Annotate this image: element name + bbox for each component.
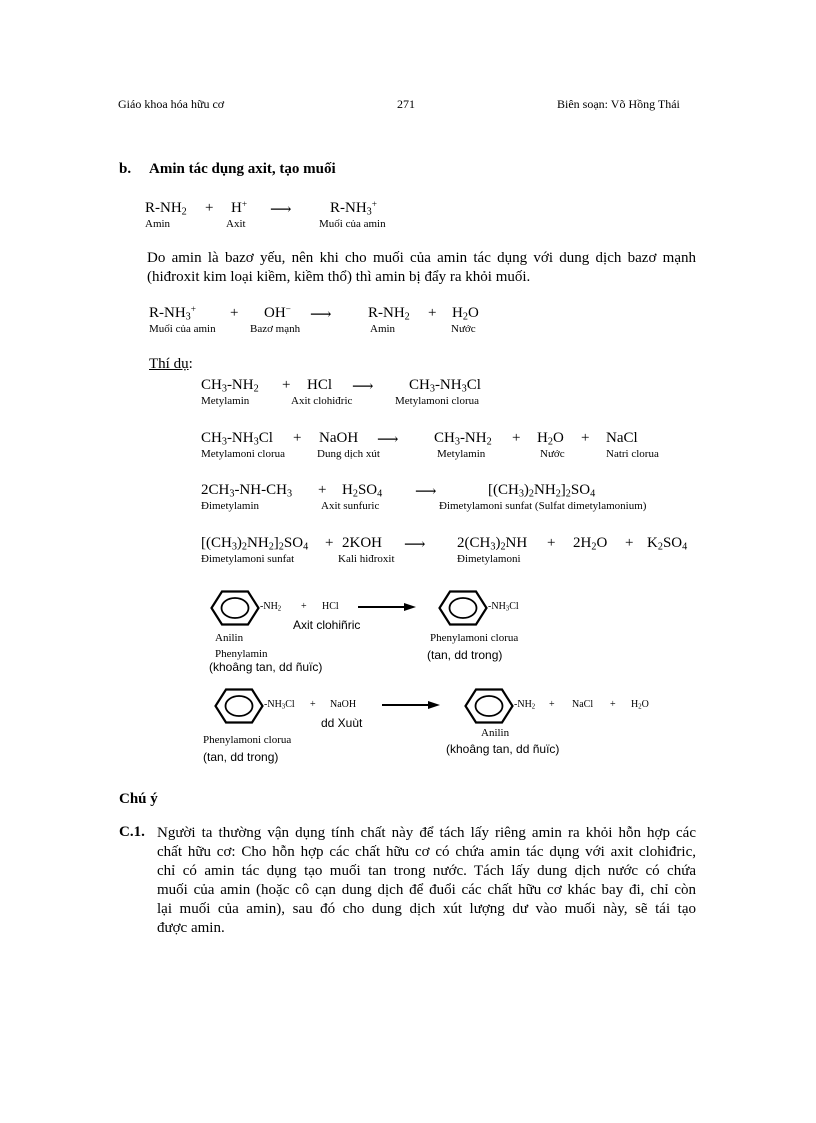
eq1-reactant-acid: H+ [231,199,248,216]
ex2-label-naoh: Dung dịch xút [317,448,380,460]
aniline1-reactant-group: $-NH_2$ [260,601,282,613]
ex3-label-dimethylamine: Đimetylamin [201,500,260,512]
eq1-label-amine: Amin [145,218,171,230]
ex4-reactant-koh: 2KOH [342,535,382,551]
ex1-reactant-methylamine: $CH_3-NH_2$ [201,377,259,395]
aniline1-product-group: $-NH_3Cl$ [488,601,519,613]
note-item-label: C.1. [119,824,145,840]
eq2-plus1: + [230,305,239,321]
ex4-product-water: $2H_2O$ [573,535,608,553]
ex1-label-product: Metylamoni clorua [395,395,480,407]
paragraph-intro: Do amin là bazơ yếu, nên khi cho muối của amin tác dụng với dung dịch bazơ mạnh (hiđroxit kim loại kiềm, kiềm thổ) thì amin bị đẩy ra khỏi muối. [147,250,696,285]
ex2-product-nacl: NaCl [606,430,638,446]
aniline1-label-state: (khoâng tan, dd ñuïc) [209,660,323,674]
eq2-product-amine: $R-NH_2$ [368,305,410,323]
page-number: 271 [397,97,415,111]
aniline1-label-product: Phenylamoni clorua [430,632,519,644]
ex2-label-water: Nước [540,448,565,460]
ex3-plus: + [318,482,327,498]
eq2-label-amine: Amin [370,323,396,335]
ex4-product-dimethylamine: $2(CH_3)_2NH$ [457,535,528,553]
aniline2-product-nacl: NaCl [572,699,594,710]
header-author: Biên soạn: Võ Hồng Thái [557,97,680,111]
note-title: Chú ý [119,791,158,807]
ex4-label-salt: Đimetylamoni sunfat [201,553,295,565]
aniline2-product-group: $-NH_2$ [514,699,536,711]
eq2-plus2: + [428,305,437,321]
eq1-plus: + [205,200,214,216]
section-marker: b. [119,161,132,177]
ex4-plus3: + [625,535,634,551]
eq1-label-product: Muối của amin [319,218,386,230]
examples-title: Thí dụ: [149,356,193,372]
aniline2-reactant-naoh: NaOH [330,699,357,710]
ex2-plus1: + [293,430,302,446]
aniline2-reactant-group: $-NH_3Cl$ [264,699,295,711]
benzene-ring-icon [438,590,488,626]
header-book-title: Giáo khoa hóa hữu cơ [118,97,225,111]
section-title: Amin tác dụng axit, tạo muối [149,161,336,177]
aniline1-label-name: Anilin [215,632,244,644]
ex4-arrow: ⟶ [404,537,426,553]
aniline2-label-salt: Phenylamoni clorua [203,734,292,746]
ex1-product: $CH_3-NH_3Cl$ [409,377,481,395]
eq2-label-water: Nước [451,323,476,335]
ex2-reactant-naoh: NaOH [319,430,359,446]
aniline1-plus: + [301,601,307,612]
ex1-label-methylamine: Metylamin [201,395,250,407]
benzene-ring-icon [464,688,514,724]
ex4-plus2: + [547,535,556,551]
ex1-arrow: ⟶ [352,379,374,395]
ex3-label-h2so4: Axit sunfuric [321,500,380,512]
ex3-arrow: ⟶ [415,484,437,500]
eq2-arrow: ⟶ [310,307,332,323]
aniline2-label-aniline-state: (khoâng tan, dd ñuïc) [446,742,560,756]
aniline1-catalyst: Axit clohiñric [293,618,361,632]
ex2-plus3: + [581,430,590,446]
aniline1-reactant-hcl: HCl [322,601,339,612]
ex4-product-k2so4: $K_2SO_4$ [647,535,688,553]
ex4-plus1: + [325,535,334,551]
aniline2-product-water: $H_2O$ [631,699,649,711]
ex1-label-hcl: Axit clohiđric [291,395,353,407]
ex2-product-methylamine: $CH_3-NH_2$ [434,430,492,448]
eq1-product: $R-NH_3^+$ [330,199,378,218]
ex3-label-product: Đimetylamoni sunfat (Sulfat dimetylamonium) [439,500,647,512]
aniline2-catalyst: dd Xuùt [321,716,363,730]
eq1-arrow: ⟶ [270,202,292,218]
eq2-product-water: $H_2O$ [452,305,479,323]
eq1-label-acid: Axit [226,218,246,230]
ex3-product: $[(CH_3)_2NH_2]_2SO_4$ [488,482,596,500]
benzene-ring-icon [210,590,260,626]
ex2-plus2: + [512,430,521,446]
ex2-product-water: $H_2O$ [537,430,564,448]
benzene-ring-icon [214,688,264,724]
ex2-label-nacl: Natri clorua [606,448,659,460]
ex2-label-salt: Metylamoni clorua [201,448,286,460]
ex4-label-product: Đimetylamoni [457,553,521,565]
eq2-reactant-salt: $R-NH_3^+$ [149,304,197,323]
aniline2-label-aniline: Anilin [481,727,510,739]
eq2-reactant-base: OH− [264,304,291,321]
aniline2-plus2: + [549,699,555,710]
aniline2-plus3: + [610,699,616,710]
aniline2-plus1: + [310,699,316,710]
ex4-label-koh: Kali hiđroxit [338,553,395,565]
ex4-reactant-salt: $[(CH_3)_2NH_2]_2SO_4$ [201,535,309,553]
reaction-arrow-icon [358,602,416,612]
eq2-label-base: Bazơ mạnh [250,323,301,335]
ex3-reactant-h2so4: $H_2SO_4$ [342,482,383,500]
aniline1-label-product-state: (tan, dd trong) [427,648,503,662]
eq2-label-salt: Muối của amin [149,323,216,335]
aniline1-label-alt-name: Phenylamin [215,648,268,660]
ex3-reactant-dimethylamine: $2CH_3-NH-CH_3$ [201,482,293,500]
ex2-label-methylamine: Metylamin [437,448,486,460]
ex2-arrow: ⟶ [377,432,399,448]
eq1-reactant-amine: $R-NH_2$ [145,200,187,218]
ex2-reactant-salt: $CH_3-NH_3Cl$ [201,430,273,448]
reaction-arrow-icon [382,700,440,710]
note-paragraph: Người ta thường vận dụng tính chất này để tách lấy riêng amin ra khỏi hỗn hợp các chất hữu cơ: Cho hỗn hợp các chất hữu cơ có chứa amin tác dụng với axit clohiđric, chỉ có amin tác dụng tạo muối tan trong nước. Tách lấy dung dịch nước có chứa muối của amin (hoặc cô cạn dung dịch để đuổi các chất hữu cơ khác bay đi, chỉ còn lại muối của amin), sau đó cho dung dịch xút lượng dư vào muối này, sẽ tái tạo được amin. [157,825,696,936]
ex1-reactant-hcl: HCl [307,377,333,393]
ex1-plus: + [282,377,291,393]
aniline2-label-salt-state: (tan, dd trong) [203,750,279,764]
